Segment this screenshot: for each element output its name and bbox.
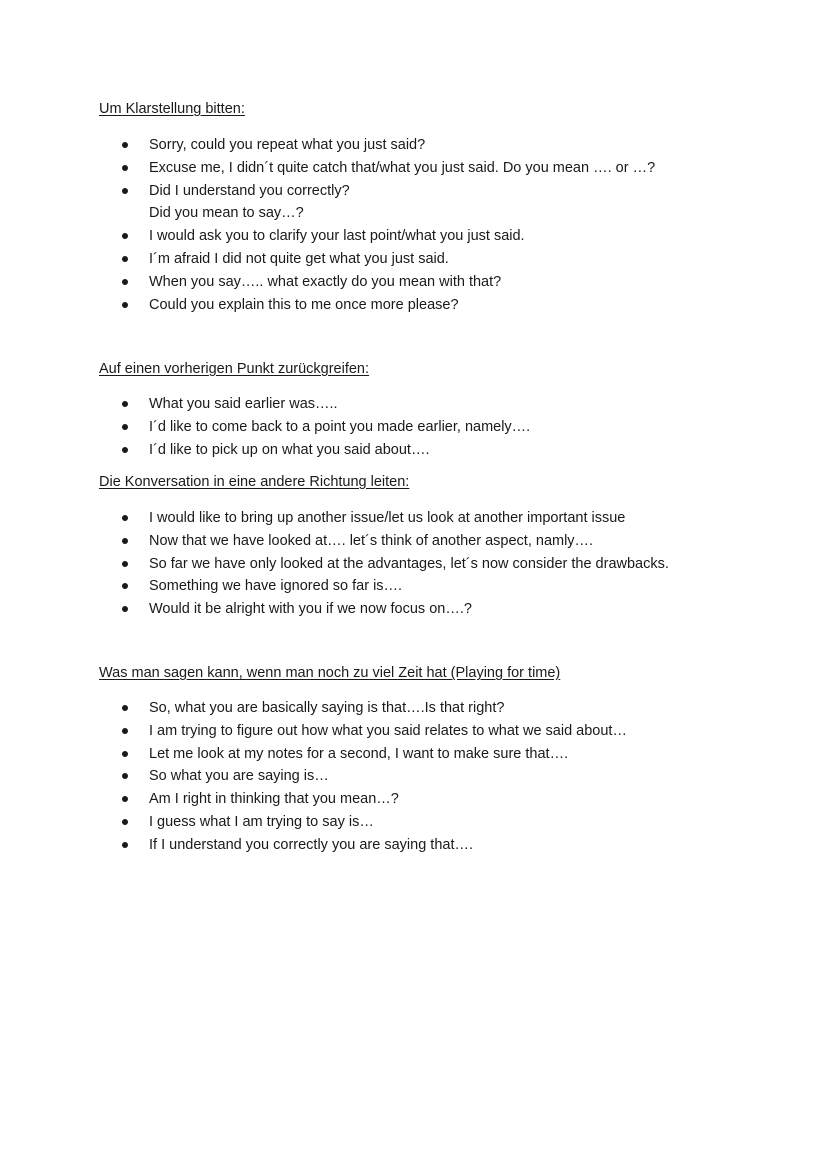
list-item — [99, 575, 799, 598]
list-item — [99, 765, 799, 788]
list-item — [99, 553, 799, 576]
list-item-text: I guess what I am trying to say is… — [149, 813, 374, 830]
list-item-text: Could you explain this to me once more please? — [149, 296, 459, 313]
list-item — [99, 788, 799, 811]
list-item — [99, 507, 799, 530]
phrase-list — [99, 134, 799, 316]
list-item-text: Now that we have looked at…. let´s think of another aspect, namly…. — [149, 532, 594, 549]
bullet-icon — [122, 165, 128, 171]
list-item — [99, 720, 799, 743]
list-item-text: Would it be alright with you if we now focus on….? — [149, 601, 472, 618]
bullet-icon — [122, 796, 128, 802]
bullet-icon — [122, 583, 128, 589]
list-item-text: I would ask you to clarify your last point/what you just said. — [149, 228, 525, 245]
list-item — [99, 834, 799, 857]
phrase-list — [99, 697, 799, 857]
list-item — [99, 157, 799, 180]
bullet-icon — [122, 705, 128, 711]
list-item-text: I´d like to come back to a point you made earlier, namely…. — [149, 418, 531, 435]
phrase-list — [99, 507, 799, 621]
bullet-icon — [122, 751, 128, 757]
list-item-text: Something we have ignored so far is…. — [149, 578, 403, 595]
list-item — [99, 271, 799, 294]
list-item-text: Did you mean to say…? — [149, 205, 304, 222]
list-item-text: Sorry, could you repeat what you just said? — [149, 137, 426, 153]
bullet-icon — [122, 188, 128, 194]
list-item — [99, 697, 799, 720]
list-item-text: What you said earlier was….. — [149, 396, 338, 412]
bullet-icon — [122, 842, 128, 848]
list-item — [99, 743, 799, 766]
section-change-direction — [99, 473, 799, 621]
bullet-icon — [122, 279, 128, 285]
bullet-icon — [122, 401, 128, 407]
list-item-text: Let me look at my notes for a second, I want to make sure that…. — [149, 745, 569, 762]
bullet-icon — [122, 561, 128, 567]
section-playing-for-time — [99, 664, 799, 857]
bullet-icon — [122, 819, 128, 825]
list-item-text: I´d like to pick up on what you said about…. — [149, 441, 430, 458]
list-item — [99, 225, 799, 248]
section-heading: Was man sagen kann, wenn man noch zu viel Zeit hat (Playing for time) — [99, 665, 561, 681]
list-item-text: So, what you are basically saying is that….Is that right? — [149, 700, 505, 716]
bullet-icon — [122, 256, 128, 262]
bullet-icon — [122, 538, 128, 544]
list-item-text: I am trying to figure out how what you said relates to what we said about… — [149, 722, 627, 739]
list-item — [99, 180, 799, 226]
list-item — [99, 530, 799, 553]
list-item-text: So far we have only looked at the advantages, let´s now consider the drawbacks. — [149, 555, 669, 572]
list-item — [99, 811, 799, 834]
list-item — [99, 248, 799, 271]
section-heading: Die Konversation in eine andere Richtung leiten: — [99, 474, 410, 490]
section-clarification — [99, 100, 799, 316]
bullet-icon — [122, 233, 128, 239]
list-item-text: If I understand you correctly you are saying that…. — [149, 836, 473, 853]
section-heading: Auf einen vorherigen Punkt zurückgreifen: — [99, 361, 370, 377]
list-item-text: Am I right in thinking that you mean…? — [149, 791, 399, 808]
list-item-text: I´m afraid I did not quite get what you just said. — [149, 250, 449, 267]
bullet-icon — [122, 424, 128, 430]
list-item-text: Did I understand you correctly? — [149, 182, 350, 199]
phrase-list — [99, 393, 799, 461]
bullet-icon — [122, 606, 128, 612]
bullet-icon — [122, 728, 128, 734]
bullet-icon — [122, 515, 128, 521]
list-item-text: Excuse me, I didn´t quite catch that/what you just said. Do you mean …. or …? — [149, 159, 656, 176]
list-item-text: So what you are saying is… — [149, 768, 329, 785]
list-item — [99, 393, 799, 416]
list-item — [99, 416, 799, 439]
bullet-icon — [122, 773, 128, 779]
list-item-text: I would like to bring up another issue/let us look at another important issue — [149, 510, 626, 526]
list-item — [99, 134, 799, 157]
list-item — [99, 598, 799, 621]
list-item — [99, 439, 799, 462]
list-item-text: When you say….. what exactly do you mean with that? — [149, 273, 502, 290]
section-heading: Um Klarstellung bitten: — [99, 101, 245, 117]
bullet-icon — [122, 447, 128, 453]
bullet-icon — [122, 302, 128, 308]
bullet-icon — [122, 142, 128, 148]
list-item — [99, 294, 799, 317]
section-previous-point — [99, 360, 799, 461]
